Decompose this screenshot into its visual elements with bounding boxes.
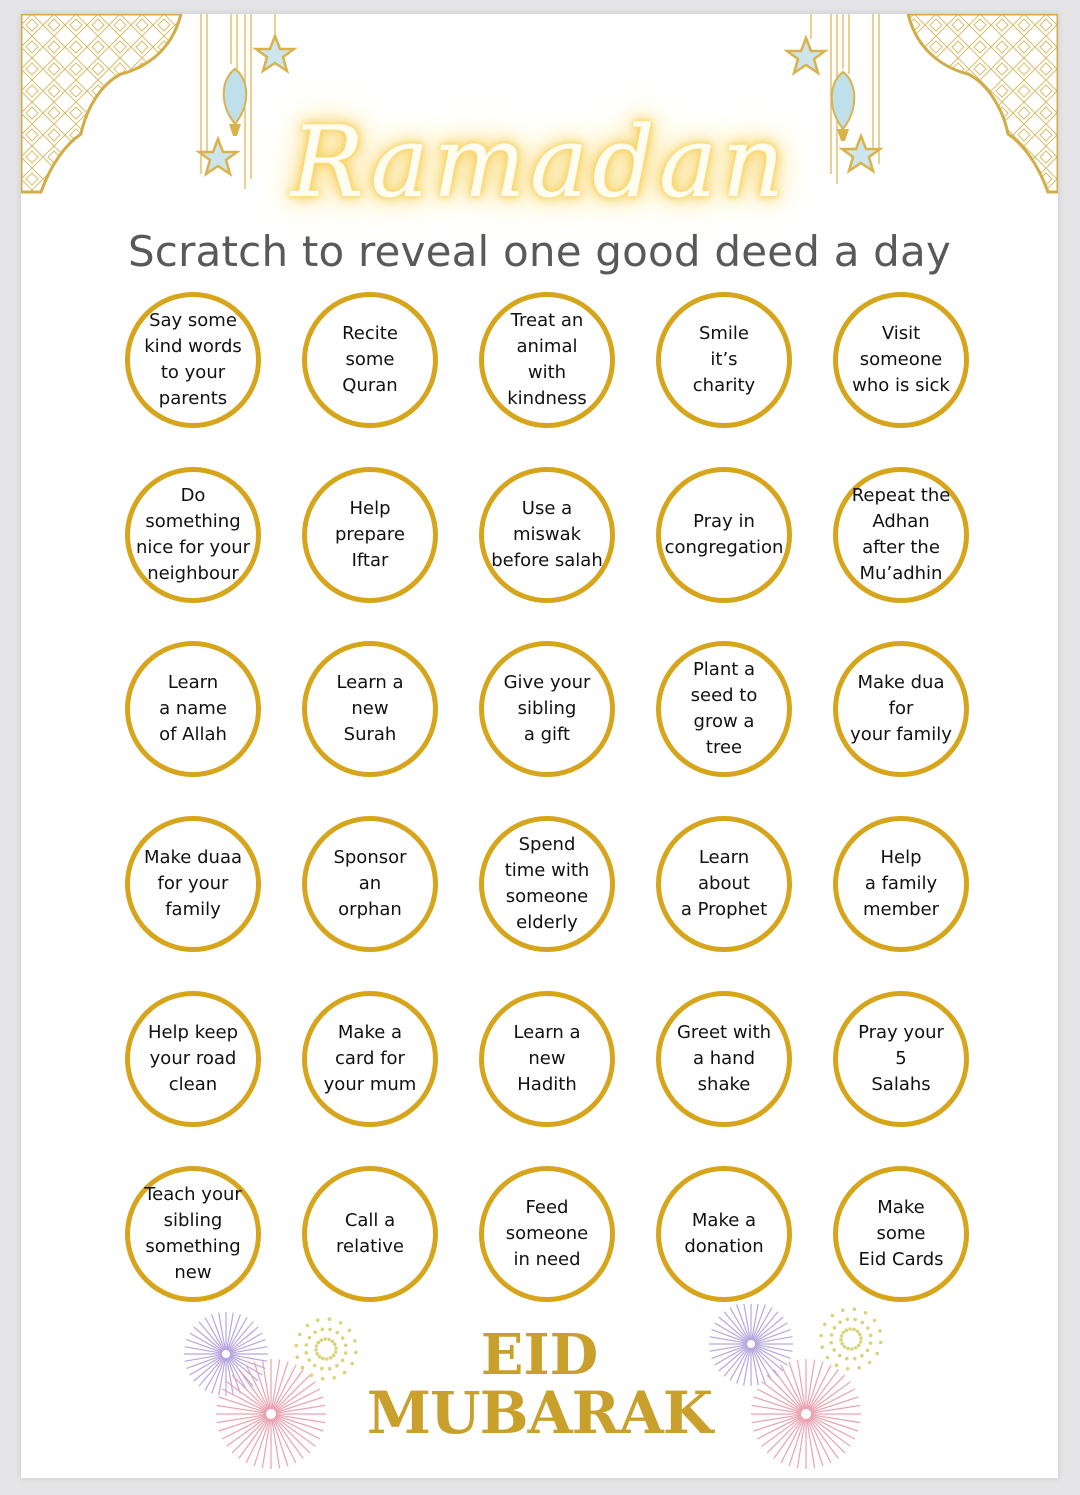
good-deeds-grid [125, 292, 969, 1302]
scratch-circle[interactable] [479, 991, 615, 1127]
deed-text: Visit someone who is sick [852, 323, 950, 396]
scratch-circle[interactable] [656, 467, 792, 603]
scratch-circle[interactable] [656, 816, 792, 952]
deed-text: Learn a new Surah [336, 672, 404, 745]
deed-text: Greet with a hand shake [676, 1022, 772, 1095]
page-subtitle: Scratch to reveal one good deed a day [127, 227, 952, 276]
scratch-circle[interactable] [302, 292, 438, 428]
deed-text: Plant a seed to grow a tree [690, 659, 758, 758]
scratch-circle[interactable] [833, 991, 969, 1127]
deed-text: Make a donation [684, 1210, 764, 1257]
deed-text: Give your sibling a gift [503, 672, 591, 745]
deed-text: Learn a name of Allah [159, 672, 227, 745]
deed-text: Make some Eid Cards [858, 1197, 944, 1270]
scratch-circle[interactable] [479, 641, 615, 777]
scratch-circle[interactable] [479, 467, 615, 603]
deed-text: Use a miswak before salah [491, 498, 603, 571]
scratch-circle[interactable] [479, 1166, 615, 1302]
deed-text: Say some kind words to your parents [144, 310, 242, 409]
scratch-circle[interactable] [125, 991, 261, 1127]
deed-text: Treat an animal with kindness [507, 310, 587, 409]
scratch-circle[interactable] [125, 641, 261, 777]
scratch-circle[interactable] [125, 292, 261, 428]
scratch-circle[interactable] [833, 1166, 969, 1302]
deed-text: Make dua for your family [850, 672, 952, 745]
deed-text: Help a family member [862, 847, 940, 920]
deed-text: Help keep your road clean [147, 1022, 239, 1095]
scratch-circle[interactable] [302, 467, 438, 603]
scratch-circle[interactable] [833, 816, 969, 952]
eid-line-2: MUBARAK [366, 1379, 713, 1447]
eid-line-1: EID [480, 1322, 599, 1388]
deed-text: Teach your sibling something new [144, 1184, 242, 1283]
scratch-circle[interactable] [479, 816, 615, 952]
scratch-circle[interactable] [656, 292, 792, 428]
star-icon [787, 38, 825, 73]
deed-text: Help prepare Iftar [334, 498, 406, 571]
deed-text: Make a card for your mum [323, 1022, 417, 1095]
scratch-circle[interactable] [302, 641, 438, 777]
deed-text: Do something nice for your neighbour [135, 485, 251, 584]
scratch-circle[interactable] [125, 467, 261, 603]
deed-text: Recite some Quran [342, 323, 398, 396]
scratch-circle[interactable] [833, 467, 969, 603]
deed-text: Repeat the Adhan after the Mu’adhin [851, 485, 951, 584]
deed-text: Smile it’s charity [692, 323, 756, 396]
scratch-circle[interactable] [302, 991, 438, 1127]
scratch-circle[interactable] [479, 292, 615, 428]
scratch-circle[interactable] [125, 816, 261, 952]
scratch-circle[interactable] [656, 991, 792, 1127]
scratch-circle[interactable] [125, 1166, 261, 1302]
scratch-circle[interactable] [833, 641, 969, 777]
scratch-card-page [21, 14, 1058, 1478]
deed-text: Learn about a Prophet [680, 847, 768, 920]
scratch-circle[interactable] [833, 292, 969, 428]
deed-text: Call a relative [336, 1210, 404, 1257]
deed-text: Make duaa for your family [143, 847, 243, 920]
ramadan-script-title: Ramadan [290, 106, 789, 220]
deed-text: Learn a new Hadith [513, 1022, 581, 1095]
deed-text: Pray your 5 Salahs [858, 1022, 944, 1095]
star-icon [256, 36, 294, 71]
scratch-circle[interactable] [656, 641, 792, 777]
scratch-circle[interactable] [302, 816, 438, 952]
scratch-circle[interactable] [302, 1166, 438, 1302]
deed-text: Pray in congregation [664, 511, 784, 558]
deed-text: Feed someone in need [505, 1197, 589, 1270]
deed-text: Spend time with someone elderly [504, 834, 590, 933]
scratch-circle[interactable] [656, 1166, 792, 1302]
eid-mubarak-banner [21, 1322, 1058, 1447]
deed-text: Sponsor an orphan [333, 847, 407, 920]
